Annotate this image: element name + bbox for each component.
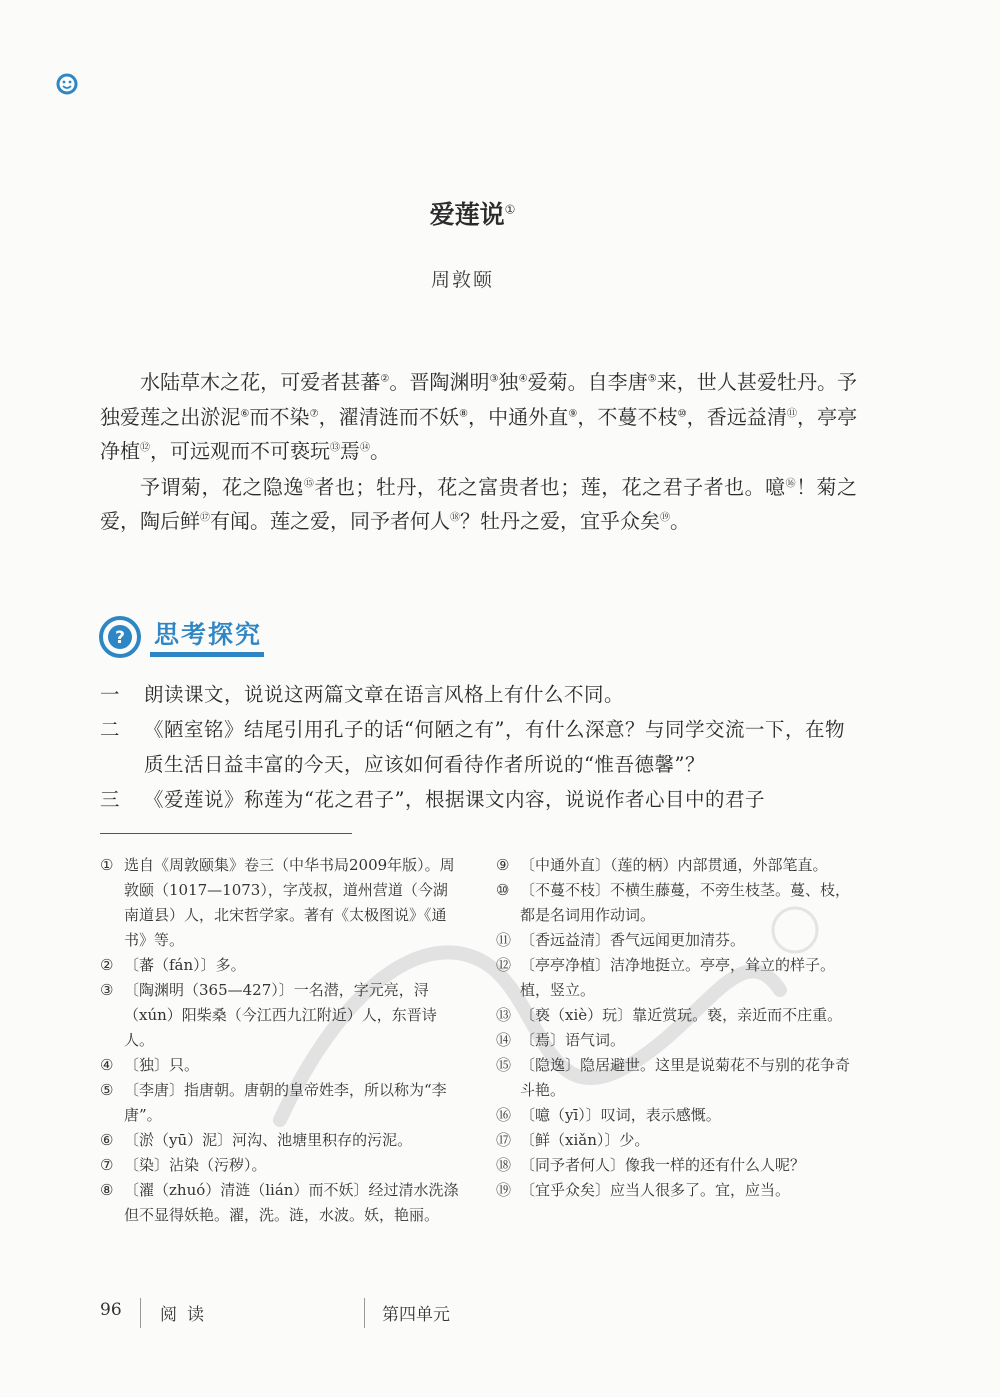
footnote-text: 〔香远益清〕香气远闻更加清芬。: [520, 931, 746, 949]
paragraph-text: 而不染: [249, 404, 310, 429]
footnote-number: ④: [100, 1056, 114, 1074]
question-number: 二: [100, 718, 121, 741]
paragraph-text: 。: [370, 439, 390, 463]
paragraph-text: 。晋陶渊明: [389, 370, 490, 394]
footnote-number: ⑯: [496, 1106, 512, 1124]
footnote-text: 〔同予者何人〕像我一样的还有什么人呢？: [520, 1156, 806, 1174]
footnote-text: 选自《周敦颐集》卷三（中华书局2009年版）。周敦颐（1017—1073），字茂叔，道州营道（今湖南道县）人，北宋哲学家。著有《太极图说》《通书》等。: [124, 856, 455, 949]
footnote: [100, 978, 460, 1053]
footnote-number: ⑥: [100, 1131, 114, 1149]
footnote: [496, 1103, 858, 1128]
footnote-marker: ⑥: [240, 407, 250, 419]
footnote-number: ②: [100, 956, 114, 974]
footnote-number: ③: [100, 981, 114, 999]
footer-divider: [140, 1298, 141, 1328]
paragraph: [100, 365, 857, 469]
footnote: [100, 1128, 460, 1153]
footnote: [100, 1078, 460, 1128]
footnote-marker: ⑬: [330, 442, 340, 454]
footnote: [100, 1053, 460, 1078]
footnote-text: 〔濯（zhuó）清涟（lián）而不妖〕经过清水洗涤但不显得妖艳。濯，洗。涟，水波。妖，艳丽。: [124, 1181, 459, 1224]
footnote-marker: ⑪: [786, 407, 798, 419]
footnote-number: ⑭: [496, 1031, 512, 1049]
paragraph: [100, 470, 857, 539]
footnotes-right: [496, 853, 858, 1203]
footnote: [100, 1153, 460, 1178]
paragraph-text: ，濯清涟而不妖: [318, 404, 460, 429]
footnote-text: 〔宜乎众矣〕应当人很多了。宜，应当。: [520, 1181, 791, 1199]
footnote-text: 〔陶渊明（365—427）〕一名潜，字元亮，浔（xún）阳柴桑（今江西九江附近）人，东晋诗人。: [124, 981, 437, 1049]
question-item: [100, 782, 857, 817]
section-title: 思考探究: [154, 620, 263, 649]
title-text: 爱莲说: [429, 200, 505, 229]
footnote-marker: ④: [518, 373, 528, 385]
footnote-text: 〔鲜（xiǎn）〕少。: [520, 1131, 650, 1149]
footer-section: 阅读: [160, 1305, 214, 1325]
paragraph-text: ，中通外直: [468, 404, 569, 429]
footnote-text: 〔染〕沾染（污秽）。: [124, 1156, 267, 1174]
footnote-marker: ②: [380, 373, 390, 385]
question-number: 一: [100, 683, 121, 706]
footnote-marker: ③: [489, 373, 499, 385]
paragraph-text: ，可远观而不可亵玩: [150, 439, 330, 463]
footnote-marker: ⑰: [200, 512, 210, 524]
footnote-marker: ⑤: [647, 373, 657, 385]
footnote-text: 〔噫（yī）〕叹词，表示感慨。: [520, 1106, 721, 1124]
footnote-text: 〔淤（yū）泥〕河沟、池塘里积存的污泥。: [124, 1131, 413, 1149]
question-text: 《爱莲说》称莲为“花之君子”，根据课文内容，说说作者心目中的君子: [144, 788, 765, 811]
svg-text:?: ?: [115, 628, 125, 648]
footnote-marker: ⑮: [303, 477, 315, 489]
footnotes-left: [100, 853, 460, 1228]
article-author: 周敦颐: [430, 269, 494, 291]
footnote-marker: ⑨: [568, 407, 578, 419]
paragraph-text: ？牡丹之爱，宜乎众矣: [460, 509, 660, 533]
footnote-text: 〔李唐〕指唐朝。唐朝的皇帝姓李，所以称为“李唐”。: [124, 1081, 447, 1124]
footnote: [496, 928, 858, 953]
article-title: [0, 195, 945, 231]
footnote-marker: ⑲: [660, 512, 670, 524]
paragraph-text: 予谓菊，花之隐逸: [140, 474, 304, 499]
footnote-number: ⑲: [496, 1181, 512, 1199]
paragraph-text: ，亭亭净植: [100, 404, 858, 463]
question-item: [100, 712, 857, 782]
footnote: [496, 1053, 858, 1103]
footnote: [496, 1028, 858, 1053]
footnote: [496, 853, 858, 878]
footnote-text: 〔亭亭净植〕洁净地挺立。亭亭，耸立的样子。植，竖立。: [520, 956, 836, 999]
page-number: 96: [100, 1300, 122, 1320]
footnote-number: ⑩: [496, 881, 510, 899]
footnote: [100, 853, 460, 953]
footnote: [496, 953, 858, 1003]
footnote-number: ⑮: [496, 1056, 512, 1074]
footnote-marker: ⑦: [309, 407, 319, 419]
paragraph-text: 焉: [340, 439, 360, 463]
question-item: [100, 677, 857, 712]
footnote-number: ⑪: [496, 931, 512, 949]
footnote-marker: ⑩: [677, 407, 687, 419]
page-footer: [0, 1298, 1000, 1334]
footnote-text: 〔隐逸〕隐居避世。这里是说菊花不与别的花争奇斗艳。: [520, 1056, 851, 1099]
paragraph-text: ，不蔓不枝: [577, 404, 678, 429]
footnote-number: ⑦: [100, 1156, 114, 1174]
paragraph-text: 者也；牡丹，花之富贵者也；莲，花之君子者也。噫: [314, 474, 786, 499]
question-number: 三: [100, 788, 121, 811]
paragraph-text: ，香远益清: [686, 404, 787, 429]
footnote-text: 〔焉〕语气词。: [520, 1031, 626, 1049]
article-body: [100, 365, 857, 540]
question-icon: [98, 615, 142, 659]
footnote: [100, 1178, 460, 1228]
paragraph-text: 有闻。莲之爱，同予者何人: [210, 509, 450, 533]
question-list: [100, 677, 857, 817]
footnote-marker: ⑫: [140, 442, 150, 454]
footnote: [496, 1003, 858, 1028]
section-header: [98, 612, 298, 662]
footnote-number: ⑫: [496, 956, 512, 974]
footnote-number: ⑤: [100, 1081, 114, 1099]
paragraph-text: 来，世人甚爱牡丹。予独爱莲之出淤泥: [100, 370, 858, 429]
footnote-number: ⑱: [496, 1156, 512, 1174]
footer-unit: 第四单元: [382, 1305, 450, 1325]
title-footnote-marker: ①: [504, 202, 516, 217]
footnote-marker: ⑧: [459, 407, 469, 419]
paragraph-text: 。: [670, 509, 690, 533]
footnote-divider: [100, 833, 352, 834]
footnote-text: 〔不蔓不枝〕不横生藤蔓，不旁生枝茎。蔓、枝，都是名词用作动词。: [520, 881, 851, 924]
paragraph-text: 水陆草木之花，可爱者甚蕃: [140, 370, 381, 394]
footnote-marker: ⑯: [785, 477, 797, 489]
smiley-icon: [56, 73, 78, 95]
footnote: [496, 1128, 858, 1153]
footnote-marker: ⑱: [450, 512, 460, 524]
question-text: 朗读课文，说说这两篇文章在语言风格上有什么不同。: [144, 683, 625, 706]
footnote-number: ⑨: [496, 856, 510, 874]
section-underline: [150, 652, 264, 657]
footnote-number: ⑬: [496, 1006, 512, 1024]
footnote-number: ⑧: [100, 1181, 114, 1199]
footnote-text: 〔独〕只。: [124, 1056, 200, 1074]
footnote-number: ①: [100, 856, 114, 874]
footnote-text: 〔中通外直〕（莲的柄）内部贯通，外部笔直。: [520, 856, 828, 874]
footnote: [496, 878, 858, 928]
paragraph-text: 爱菊。自李唐: [527, 370, 648, 394]
paragraph-text: 独: [498, 370, 519, 394]
footnote-text: 〔蕃（fán）〕多。: [124, 956, 246, 974]
footnote: [496, 1153, 858, 1178]
footnote: [496, 1178, 858, 1203]
footnote: [100, 953, 460, 978]
paragraph-text: ！菊之爱，陶后鲜: [100, 474, 858, 533]
footnote-text: 〔亵（xiè）玩〕靠近赏玩。亵，亲近而不庄重。: [520, 1006, 843, 1024]
footnote-marker: ⑭: [360, 442, 370, 454]
footnote-number: ⑰: [496, 1131, 512, 1149]
footer-divider: [364, 1298, 365, 1328]
question-text: 《陋室铭》结尾引用孔子的话“何陋之有”，有什么深意？与同学交流一下，在物质生活日益丰富的今天，应该如何看待作者所说的“惟吾德馨”？: [144, 718, 845, 776]
